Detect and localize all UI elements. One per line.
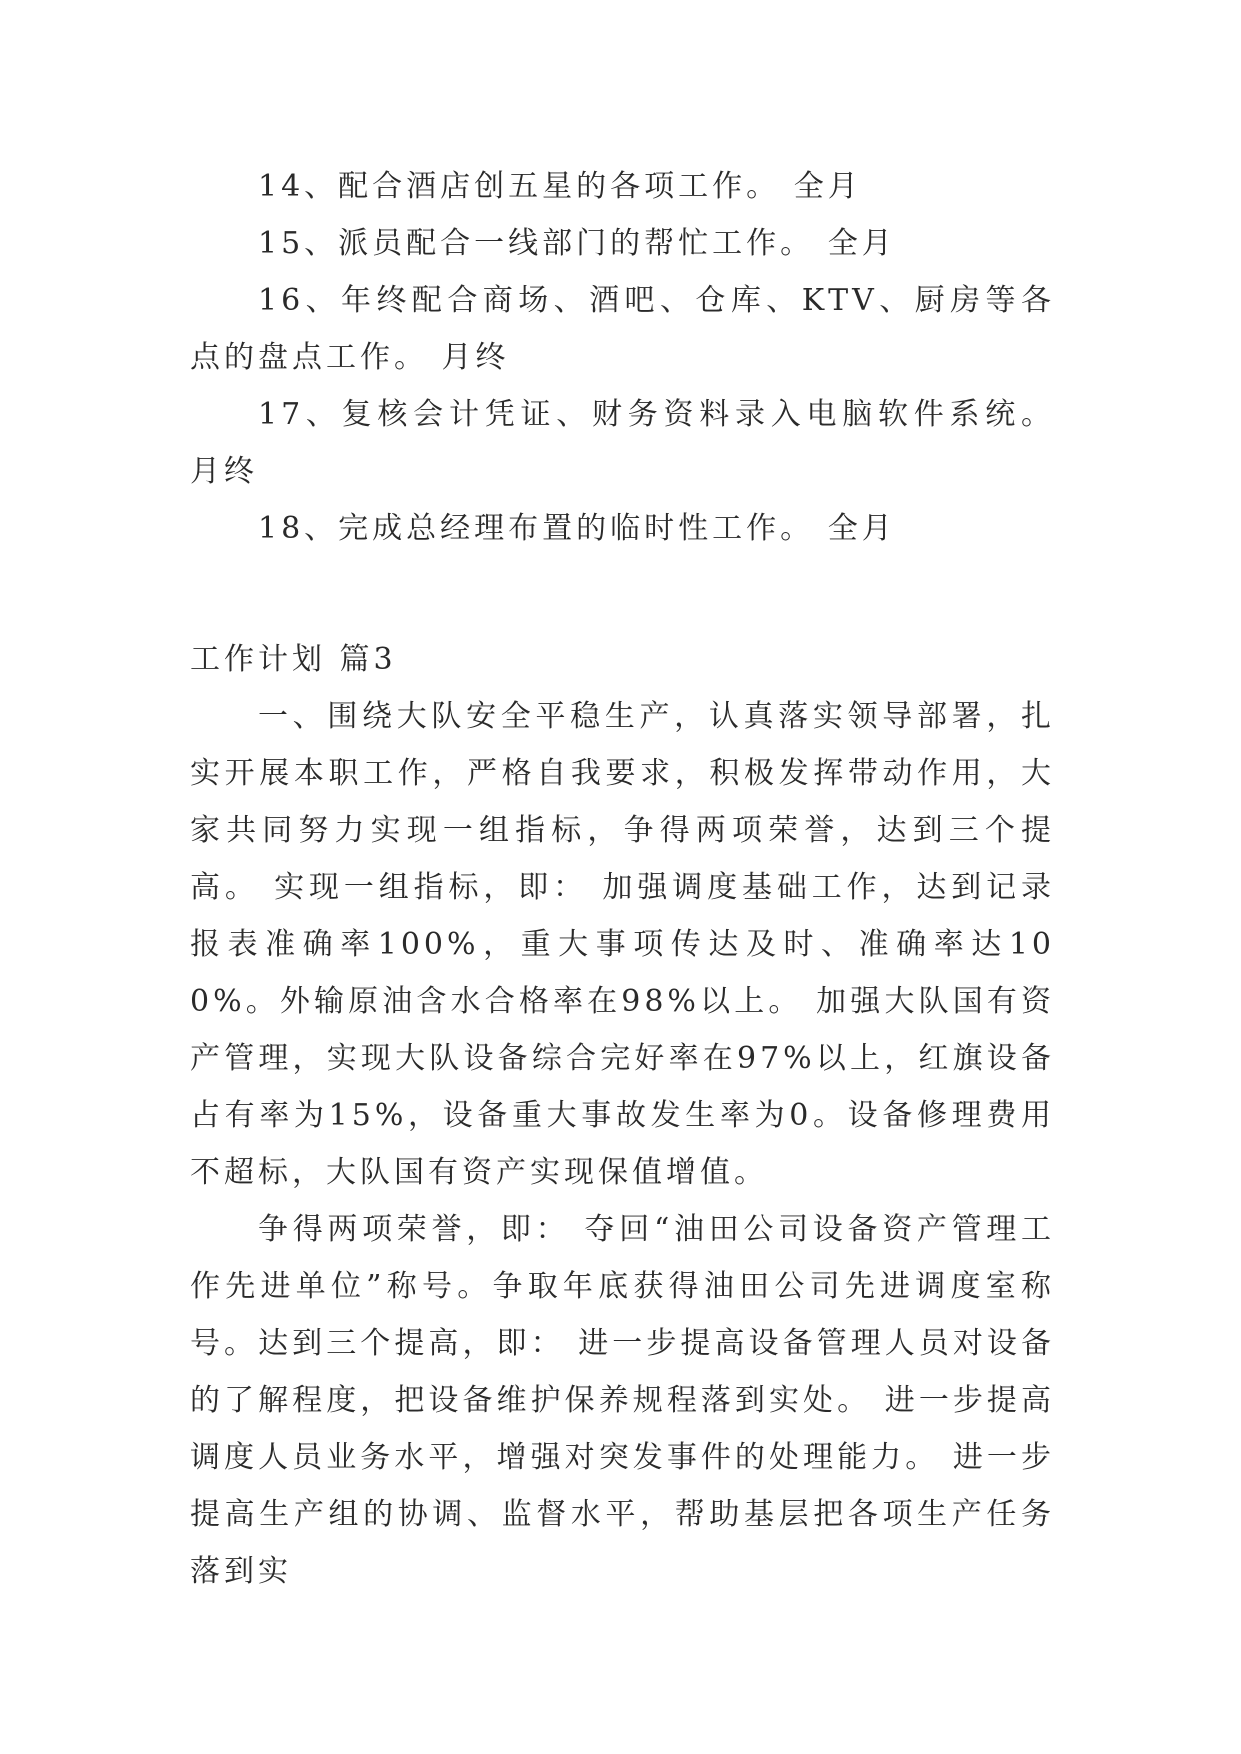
list-item-14: 14、配合酒店创五星的各项工作。 全月: [258, 169, 862, 204]
paragraph-goals: 一、围绕大队安全平稳生产，认真落实领导部署，扎实开展本职工作，严格自我要求，积极发挥带动作用，大家共同努力实现一组指标，争得两项荣誉，达到三个提高。 实现一组指标，即： 加强调度基础工作，达到记录报表准确率100%，重大事项传达及时、准确率达100%。外输原油含水合格率在98%以上。 加强大队国有资产管理，实现大队设备综合完好率在97%以上，红旗设备占有率为15%，设备重大事故发生率为0。设备修理费用不超标，大队国有资产实现保值增值。: [190, 699, 1055, 1190]
section-heading: 工作计划 篇3: [190, 642, 397, 677]
document-page: [190, 158, 1055, 1600]
list-item-18: 18、完成总经理布置的临时性工作。 全月: [258, 511, 896, 546]
list-item-16: 16、年终配合商场、酒吧、仓库、KTV、厨房等各点的盘点工作。 月终: [190, 283, 1055, 375]
list-item-17: 17、复核会计凭证、财务资料录入电脑软件系统。 月终: [190, 397, 1055, 489]
section-spacer: [190, 557, 1055, 631]
list-item-15: 15、派员配合一线部门的帮忙工作。 全月: [258, 226, 896, 261]
paragraph-honors: 争得两项荣誉，即： 夺回“油田公司设备资产管理工作先进单位”称号。争取年底获得油田公司先进调度室称号。达到三个提高，即： 进一步提高设备管理人员对设备的了解程度，把设备维护保养规程落到实处。 进一步提高调度人员业务水平，增强对突发事件的处理能力。 进一步提高生产组的协调、监督水平，帮助基层把各项生产任务落到实: [190, 1212, 1055, 1589]
